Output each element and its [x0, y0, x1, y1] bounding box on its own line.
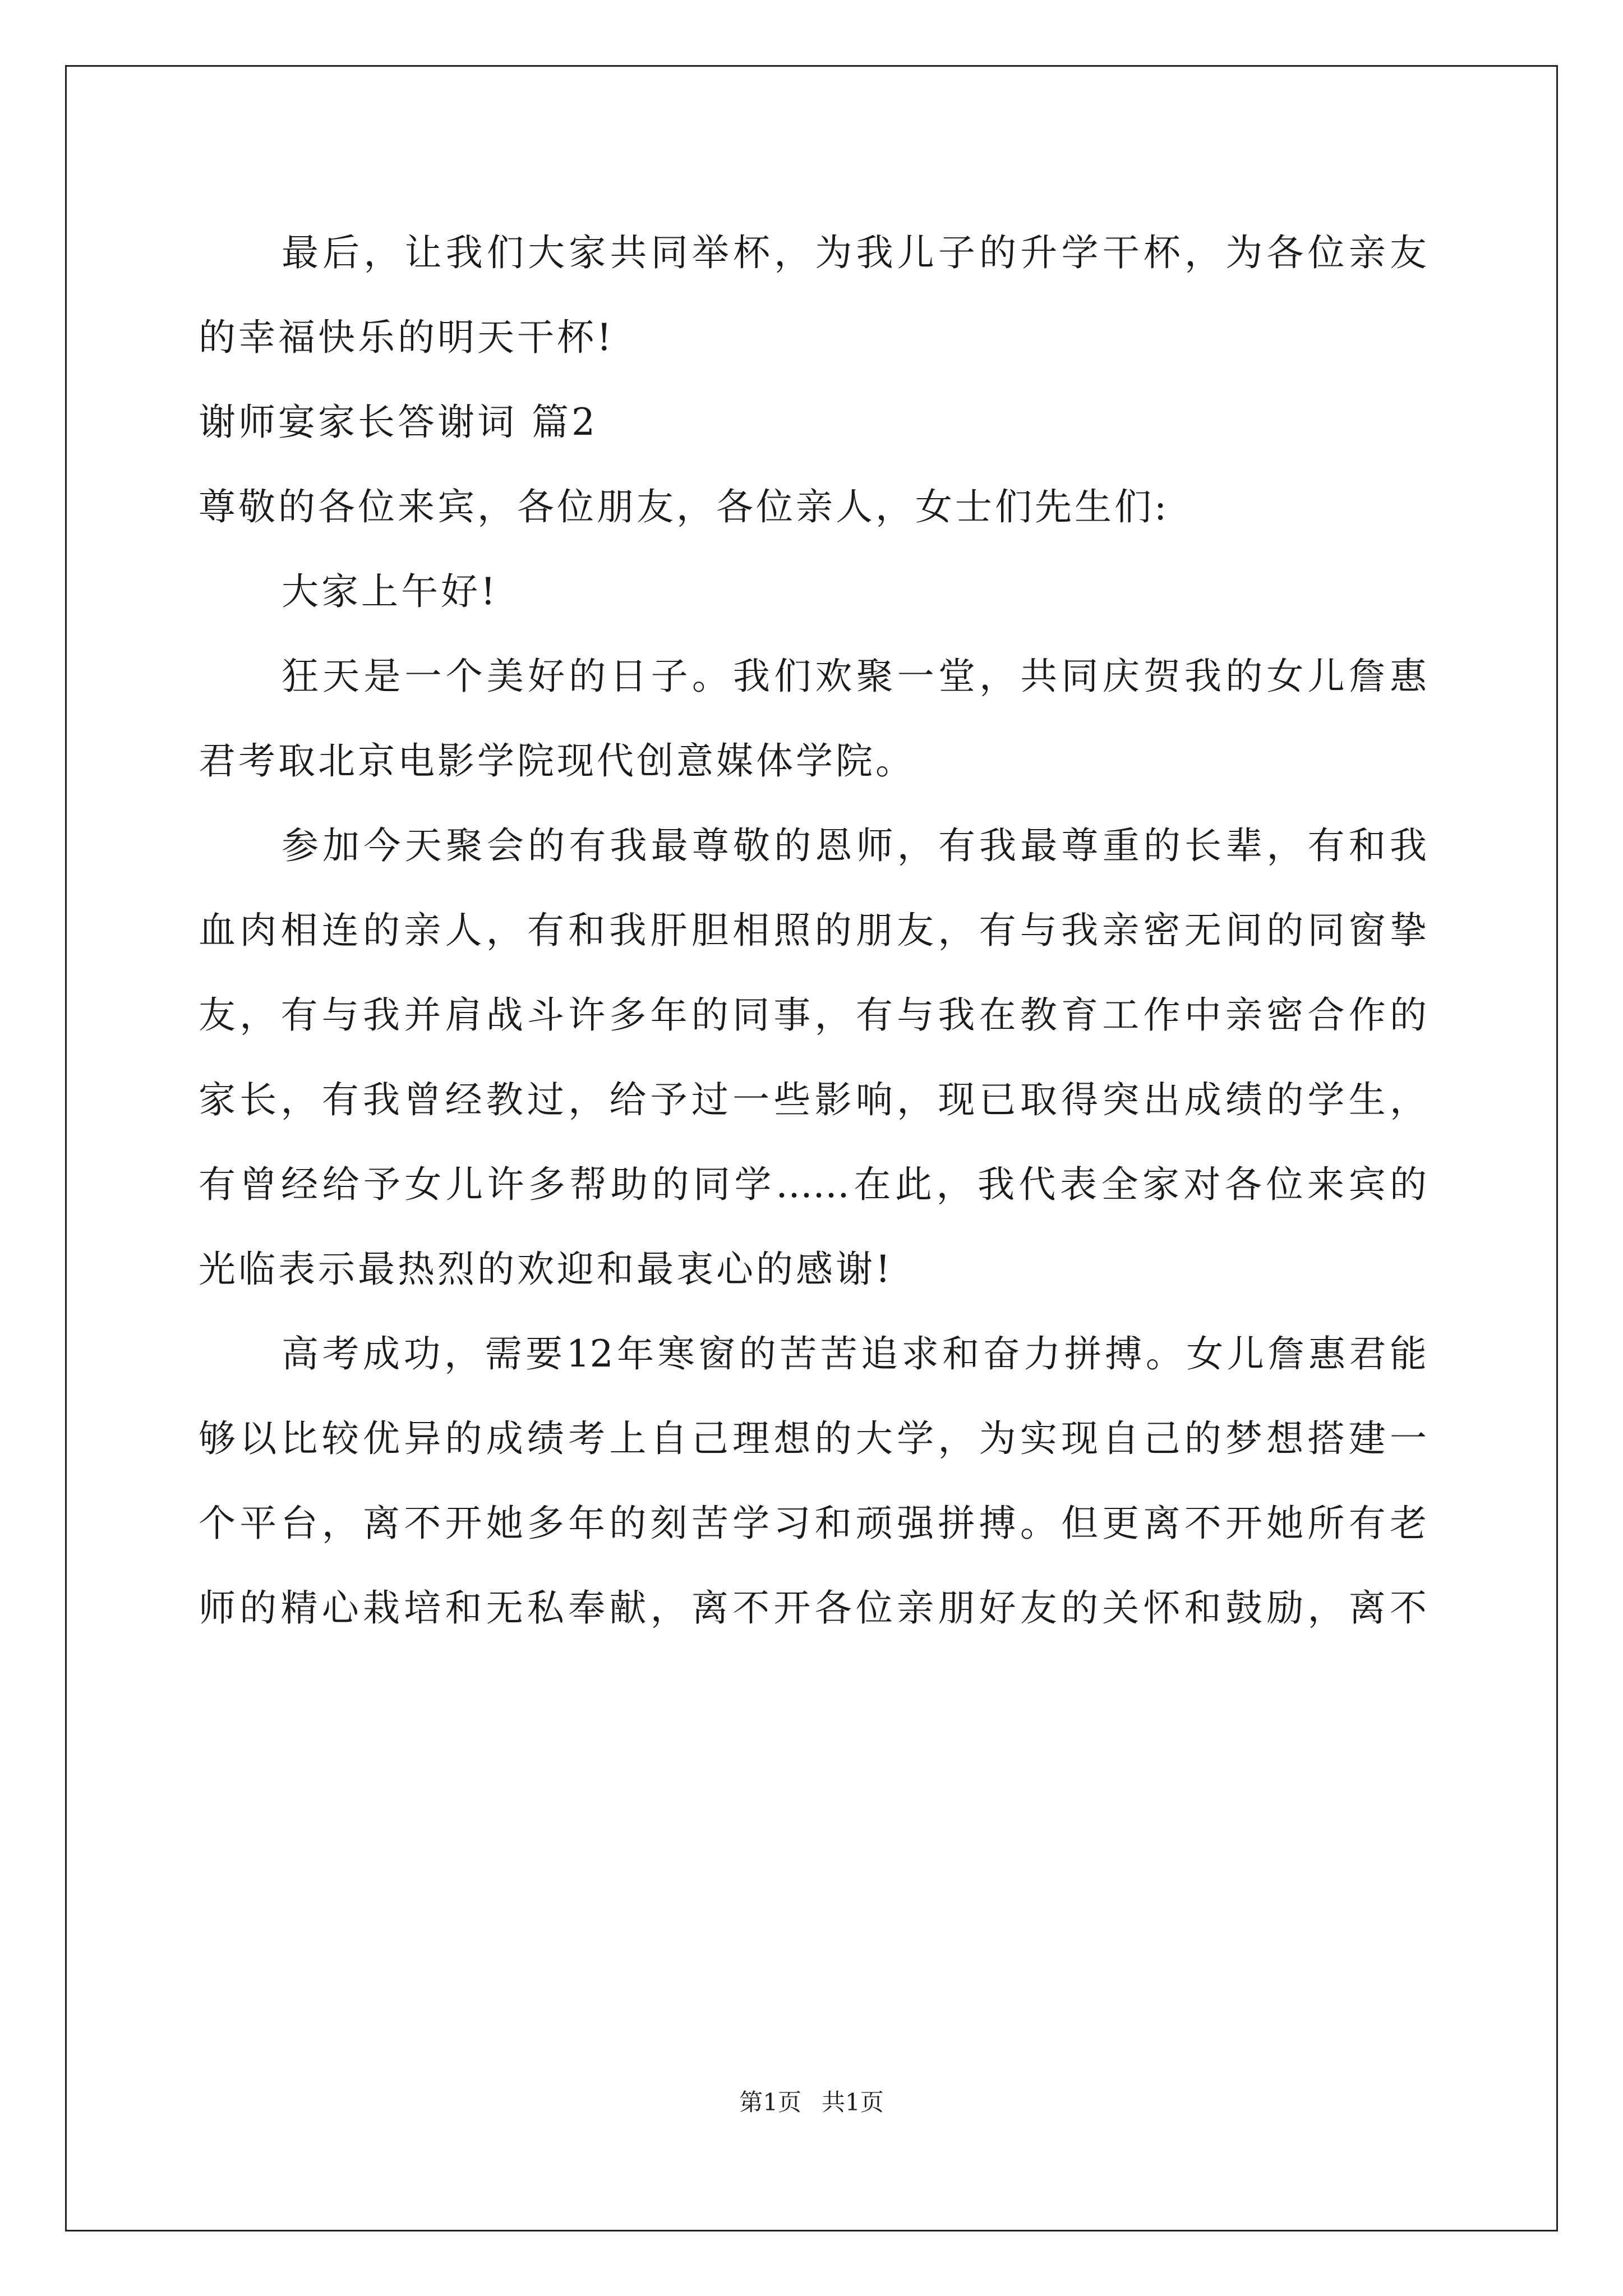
text-line: 血肉相连的亲人，有和我肝胆相照的朋友，有与我亲密无间的同窗挚	[199, 909, 1427, 952]
text-line: 狂天是一个美好的日子。我们欢聚一堂，共同庆贺我的女儿詹惠	[282, 655, 1427, 698]
text-line: 够以比较优异的成绩考上自己理想的大学，为实现自己的梦想搭建一	[199, 1417, 1427, 1460]
salutation: 尊敬的各位来宾，各位朋友，各位亲人，女士们先生们:	[199, 485, 1170, 528]
text-line: 光临表示最热烈的欢迎和最衷心的感谢!	[199, 1248, 893, 1291]
text-line: 最后，让我们大家共同举杯，为我儿子的升学干杯，为各位亲友	[282, 231, 1427, 274]
page-footer	[0, 2086, 1623, 2119]
text-line: 高考成功，需要12年寒窗的苦苦追求和奋力拼搏。女儿詹惠君能	[282, 1332, 1427, 1375]
greeting: 大家上午好!	[282, 570, 499, 613]
page-number: 第1页	[739, 2088, 801, 2116]
page-count: 共1页	[822, 2088, 884, 2116]
text-line: 君考取北京电影学院现代创意媒体学院。	[199, 739, 915, 783]
text-line: 友，有与我并肩战斗许多年的同事，有与我在教育工作中亲密合作的	[199, 993, 1427, 1037]
text-line: 的幸福快乐的明天干杯!	[199, 316, 615, 359]
text-line: 家长，有我曾经教过，给予过一些影响，现已取得突出成绩的学生，	[199, 1078, 1427, 1121]
text-line: 师的精心栽培和无私奉献，离不开各位亲朋好友的关怀和鼓励，离不	[199, 1586, 1427, 1630]
text-line: 有曾经给予女儿许多帮助的同学……在此，我代表全家对各位来宾的	[199, 1163, 1427, 1206]
document-body	[199, 210, 1427, 1650]
text-line: 个平台，离不开她多年的刻苦学习和顽强拼搏。但更离不开她所有老	[199, 1502, 1427, 1545]
text-line: 参加今天聚会的有我最尊敬的恩师，有我最尊重的长辈，有和我	[282, 824, 1427, 867]
section-heading: 谢师宴家长答谢词 篇2	[199, 401, 598, 444]
